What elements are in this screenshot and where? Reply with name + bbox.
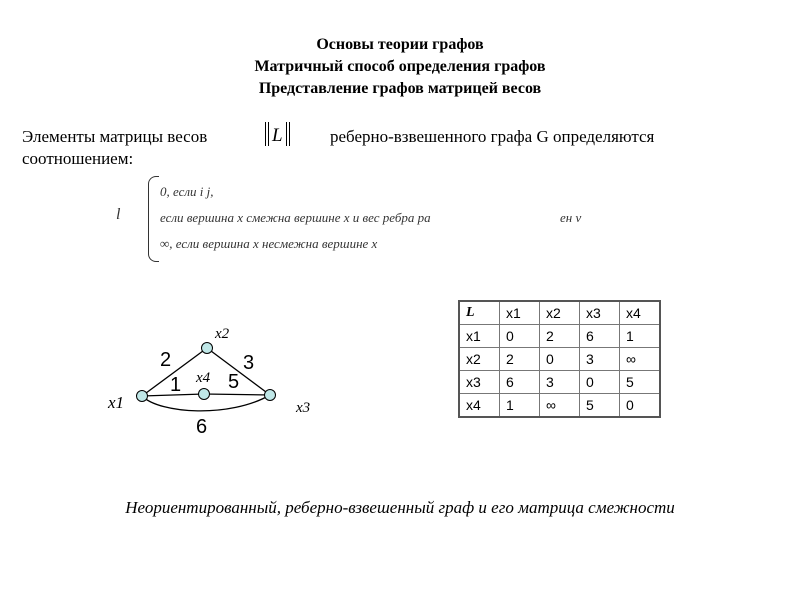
matrix-row [459,371,660,394]
matrix-cell: 0 [500,325,540,348]
matrix-cell: 2 [500,348,540,371]
matrix-cell: 5 [620,371,661,394]
matrix-cell: ∞ [540,394,580,418]
node-label-x4: x4 [196,370,211,386]
matrix-cell: 5 [580,394,620,418]
formula-brace [148,176,159,262]
node-x1 [137,391,148,402]
matrix-col-header: x4 [620,301,661,325]
matrix-row [459,325,660,348]
edge-weight-x1-x4: 1 [170,374,182,396]
node-x4 [199,389,210,400]
matrix-cell: 3 [540,371,580,394]
node-label-x2: x2 [215,326,230,342]
page-subtitle: Матричный способ определения графов [254,58,546,75]
edge-weight-x1-x3: 6 [196,416,208,438]
matrix-cell: 6 [580,325,620,348]
matrix-row-header: x1 [459,325,500,348]
matrix-row [459,394,660,418]
matrix-row-header: x3 [459,371,500,394]
matrix-norm-symbol [262,122,293,147]
edge-weight-x2-x3: 3 [243,352,255,374]
formula-lhs: l [116,206,121,223]
edge-weight-x4-x3: 5 [228,371,240,393]
page-section-title: Представление графов матрицей весов [258,80,542,97]
matrix-row [459,348,660,371]
matrix-row-header: x4 [459,394,500,418]
matrix-corner: L [459,301,500,325]
matrix-cell: ∞ [620,348,661,371]
formula-case-1: 0, если i j, [160,184,214,199]
matrix-cell: 0 [580,371,620,394]
edge-weight-x1-x2: 2 [160,349,172,371]
formula-case-2: если вершина x смежна вершине x и вес ребра ра [160,210,431,225]
intro-text-part2: реберно-взвешенного графа G определяются [330,127,655,146]
weight-formula [108,170,628,266]
weight-matrix-table [458,300,661,418]
page-title-block [0,34,800,100]
matrix-cell: 6 [500,371,540,394]
matrix-cell: 1 [500,394,540,418]
node-x2 [202,343,213,354]
intro-text-part3: соотношением: [22,149,134,168]
matrix-row-header: x2 [459,348,500,371]
matrix-cell: 1 [620,325,661,348]
matrix-col-header: x1 [500,301,540,325]
node-x3 [265,390,276,401]
matrix-cell: 0 [540,348,580,371]
matrix-col-header: x2 [540,301,580,325]
node-label-x3: x3 [296,400,311,416]
formula-case-3: ∞, если вершина x несмежна вершине x [160,236,378,251]
matrix-symbol: L [272,125,283,146]
matrix-header-row [459,301,660,325]
page-title: Основы теории графов [316,36,484,53]
formula-case-2-tail: ен v [560,210,582,225]
node-label-x1: x1 [108,393,125,412]
weighted-graph [100,318,360,448]
intro-text-part1: Элементы матрицы весов [22,127,208,146]
figure-caption: Неориентированный, реберно-взвешенный граф и его матрица смежности [125,498,675,517]
matrix-cell: 0 [620,394,661,418]
matrix-cell: 2 [540,325,580,348]
matrix-cell: 3 [580,348,620,371]
edge-x4-x3 [204,394,270,395]
matrix-col-header: x3 [580,301,620,325]
